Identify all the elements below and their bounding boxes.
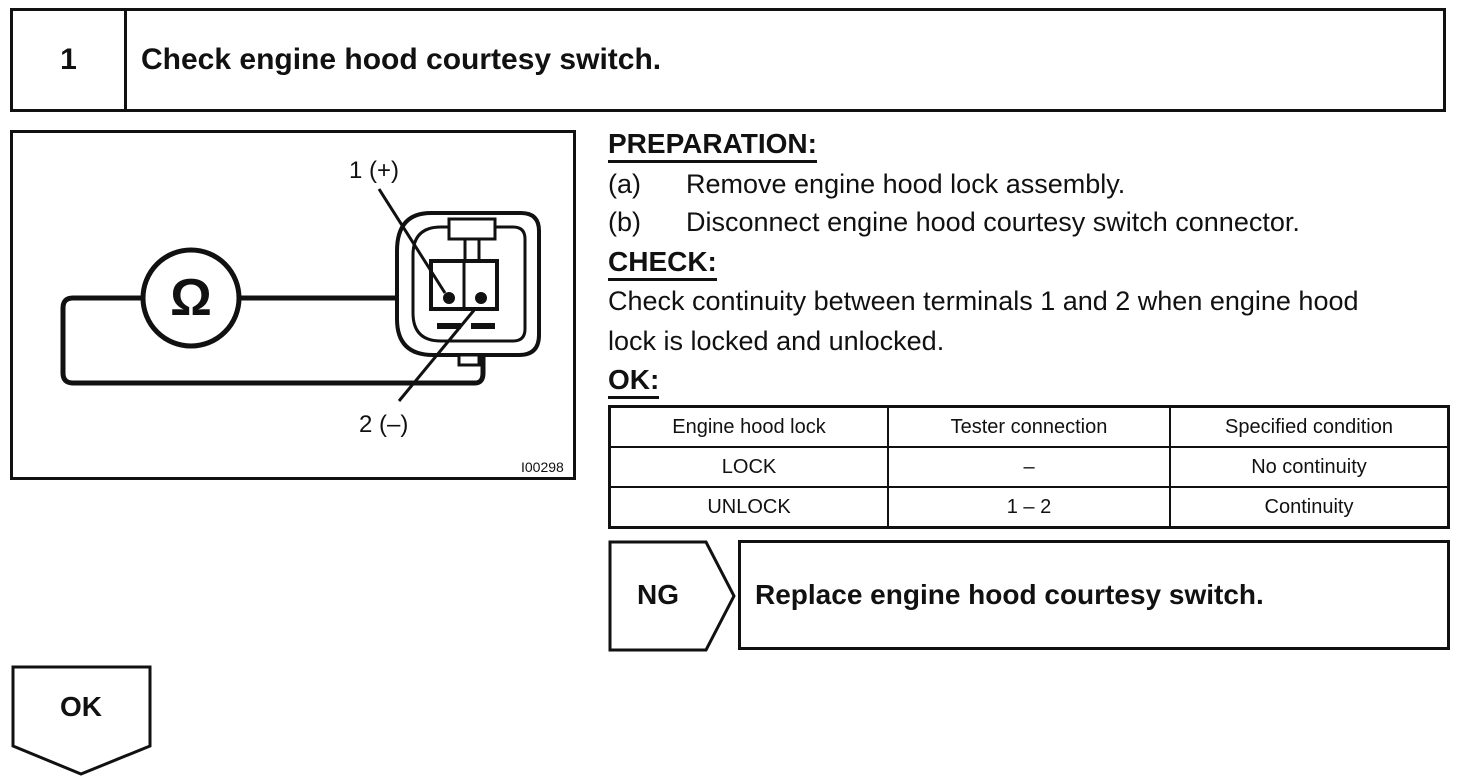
ohmmeter-connector-icon [13, 133, 573, 477]
ohm-symbol: Ω [170, 269, 212, 327]
preparation-step-b [608, 206, 1300, 238]
preparation-heading: PREPARATION: [608, 128, 817, 163]
step-title: Check engine hood courtesy switch. [141, 43, 662, 76]
step-letter: (a) [608, 169, 641, 199]
terminal-2 [475, 292, 487, 304]
ng-action-box [738, 540, 1450, 650]
table-cell: 1 – 2 [888, 487, 1170, 528]
table-cell: No continuity [1170, 447, 1449, 487]
terminal-1-label: 1 (+) [349, 157, 400, 184]
figure-code: I00298 [521, 459, 564, 475]
table-cell: – [888, 447, 1170, 487]
specification-table [608, 405, 1450, 529]
ok-label: OK [60, 691, 102, 722]
step-text: Remove engine hood lock assembly. [686, 169, 1126, 199]
check-line-2: lock is locked and unlocked. [608, 326, 945, 356]
check-line-1: Check continuity between terminals 1 and 2 when engine hood [608, 286, 1359, 316]
preparation-step-a [608, 168, 1125, 200]
step-letter: (b) [608, 207, 641, 237]
ohmmeter-diagram [10, 130, 576, 480]
table-cell: LOCK [610, 447, 889, 487]
terminal-1 [443, 292, 455, 304]
terminal-2-label: 2 (–) [359, 411, 409, 438]
ng-label: NG [637, 579, 679, 610]
step-text: Disconnect engine hood courtesy switch connector. [686, 207, 1300, 237]
step-number: 1 [13, 11, 127, 109]
column-header: Engine hood lock [610, 407, 889, 448]
table-row [610, 447, 1449, 487]
table-cell: Continuity [1170, 487, 1449, 528]
ok-heading: OK: [608, 364, 659, 399]
step-header [10, 8, 1446, 112]
table-header-row [610, 407, 1449, 448]
connector-tab [449, 219, 495, 239]
check-heading: CHECK: [608, 246, 717, 281]
ng-action-text: Replace engine hood courtesy switch. [755, 579, 1264, 610]
table-row [610, 487, 1449, 528]
column-header: Specified condition [1170, 407, 1449, 448]
table-cell: UNLOCK [610, 487, 889, 528]
column-header: Tester connection [888, 407, 1170, 448]
